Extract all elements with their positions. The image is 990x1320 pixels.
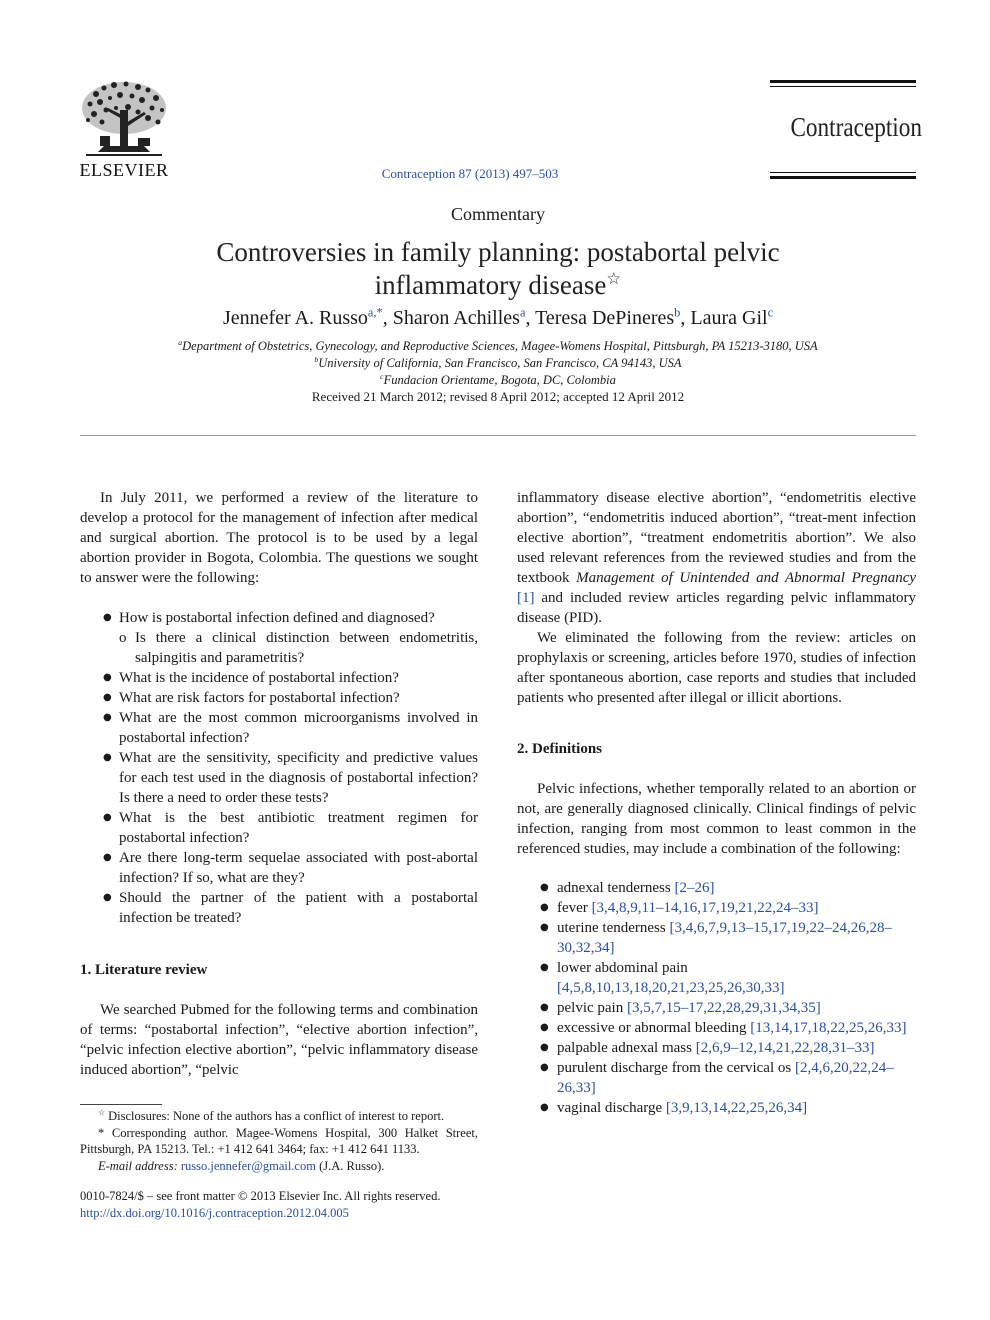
reference-link[interactable]: [1] <box>517 590 535 606</box>
list-item: ● Are there long-term sequelae associated with post-abortal infection? If so, what are they? <box>80 848 478 888</box>
finding-label: uterine tenderness <box>557 920 666 936</box>
author-separator: , <box>525 307 536 329</box>
journal-masthead <box>770 80 922 182</box>
list-item <box>517 998 916 1018</box>
page-header <box>0 0 990 200</box>
list-item: ● What is the best antibiotic treatment regimen for postabortal infection? <box>80 808 478 848</box>
paragraph-text: and included review articles regarding pelvic inflammatory disease (PID). <box>517 590 916 626</box>
list-item: ● How is postabortal infection defined and diagnosed? <box>80 608 478 628</box>
author-name: Laura Gil <box>690 307 768 329</box>
disclosure-footnote <box>80 1108 478 1125</box>
doi-link[interactable]: http://dx.doi.org/10.1016/j.contraception.2012.04.005 <box>80 1205 349 1220</box>
footnote-text: Disclosures: None of the authors has a conflict of interest to report. <box>108 1109 445 1123</box>
section-paragraph: Pelvic infections, whether temporally related to an abortion or not, are generally diagnosed clinically. Clinical findings of pelvic infection, ranging from most common to least common in the referenced studies, may include a combination of the following: <box>517 781 916 857</box>
author-affil-mark[interactable]: a <box>519 305 526 320</box>
list-item <box>517 1098 916 1118</box>
masthead-rule-top <box>770 80 916 83</box>
affiliation-mark: a <box>178 337 183 347</box>
author-list <box>0 305 990 331</box>
book-title: Management of Unintended and Abnormal Pregnancy <box>576 570 917 586</box>
author-separator: , <box>382 307 393 329</box>
affiliation-mark: c <box>380 371 384 381</box>
email-label: E-mail address: <box>98 1158 178 1173</box>
continued-paragraph <box>517 488 916 628</box>
affiliation-mark: b <box>314 354 319 364</box>
reference-link[interactable]: [3,4,8,9,11–14,16,17,19,21,22,24–33] <box>591 900 819 916</box>
list-item <box>517 878 916 898</box>
list-item <box>517 918 916 958</box>
affiliation-text: University of California, San Francisco, San Francisco, CA 94143, USA <box>318 356 682 370</box>
article-title <box>0 236 990 302</box>
footnote-text: Corresponding author. Magee-Womens Hospital, 300 Halket Street, Pittsburgh, PA 15213. Tel.: +1 412 641 3464; fax: +1 412 641 1133. <box>80 1125 479 1156</box>
masthead-rule-bottom-thin <box>770 172 916 173</box>
journal-name: Contraception <box>790 112 922 142</box>
email-owner: (J.A. Russo). <box>319 1158 385 1173</box>
journal-citation-link[interactable]: Contraception 87 (2013) 497–503 <box>381 166 559 181</box>
author-separator: , <box>680 307 691 329</box>
author-name: Sharon Achilles <box>392 307 520 329</box>
question-list <box>80 608 478 928</box>
footnotes <box>80 1108 478 1174</box>
left-column <box>80 488 478 1080</box>
title-line-1: Controversies in family planning: postabortal pelvic <box>216 237 780 267</box>
author-name: Jennefer A. Russo <box>222 307 368 329</box>
affiliation <box>0 338 990 355</box>
star-icon: ☆ <box>98 1107 105 1117</box>
affiliation <box>0 355 990 372</box>
author-affil-mark[interactable]: a,* <box>367 305 383 320</box>
list-item <box>517 958 916 998</box>
section-paragraph: We searched Pubmed for the following terms and combination of terms: “postabortal infection”, “elective abortion infection”, “pelvic infection elective abortion”, “pelvic inflammatory disease induced abortion”, “pelvic <box>80 1002 478 1078</box>
affiliation-text: Fundacion Orientame, Bogota, DC, Colombia <box>383 373 616 387</box>
copyright-block <box>80 1188 500 1221</box>
list-item: ● What are risk factors for postabortal infection? <box>80 688 478 708</box>
finding-label: pelvic pain <box>557 1000 624 1016</box>
list-item: ● What is the incidence of postabortal infection? <box>80 668 478 688</box>
reference-link[interactable]: [2,6,9–12,14,21,22,28,31–33] <box>695 1040 875 1056</box>
finding-label: palpable adnexal mass <box>557 1040 692 1056</box>
reference-link[interactable]: [2,4,6,20,22,24–26,33] <box>557 1060 894 1096</box>
list-item-sub: o Is there a clinical distinction between endometritis, salpingitis and parametritis? <box>80 628 478 668</box>
email-link[interactable]: russo.jennefer@gmail.com <box>180 1158 316 1173</box>
intro-paragraph: In July 2011, we performed a review of the literature to develop a protocol for the management of infection after medical and surgical abortion. The protocol is to be used by a legal abortion provider in Bogota, Colombia. The questions we sought to answer were the following: <box>80 490 478 586</box>
copyright-line: 0010-7824/$ – see front matter © 2013 Elsevier Inc. All rights reserved. <box>80 1189 441 1203</box>
findings-list <box>517 878 916 1118</box>
author-affil-mark[interactable]: b <box>674 305 681 320</box>
article-type: Commentary <box>451 204 545 224</box>
masthead-rule-bottom <box>770 176 916 179</box>
reference-link[interactable]: [2–26] <box>674 880 715 896</box>
reference-link[interactable]: [3,4,6,7,9,13–15,17,19,22–24,26,28–30,32,34] <box>557 920 892 956</box>
corresponding-footnote <box>80 1125 478 1158</box>
finding-label: excessive or abnormal bleeding <box>557 1020 747 1036</box>
finding-label: vaginal discharge <box>557 1100 663 1116</box>
list-item: ● What are the sensitivity, specificity and predictive values for each test used in the diagnosis of postabortal infection? Is there a need to order these tests? <box>80 748 478 808</box>
title-line-2: inflammatory disease <box>374 270 607 300</box>
finding-label: purulent discharge from the cervical os <box>557 1060 792 1076</box>
email-footnote <box>80 1158 478 1175</box>
tree-icon <box>78 80 170 158</box>
affiliation-list <box>0 338 990 389</box>
section-heading: 1. Literature review <box>80 962 208 978</box>
reference-link[interactable]: [3,5,7,15–17,22,28,29,31,34,35] <box>626 1000 821 1016</box>
title-star-icon[interactable]: ☆ <box>606 269 622 288</box>
finding-label: fever <box>557 900 588 916</box>
list-item <box>517 1018 916 1038</box>
section-paragraph: We eliminated the following from the review: articles on prophylaxis or screening, articles before 1970, studies of infection after spontaneous abortion, case reports and studies that included patients who presented after illegal or illicit abortions. <box>517 630 916 706</box>
article-dates: Received 21 March 2012; revised 8 April 2012; accepted 12 April 2012 <box>311 389 685 404</box>
paragraph-text: inflammatory disease elective abortion”, “endometritis elective abortion”, “endometritis induced abortion”, “treat-ment infection elective abortion”, “treatment endometritis abortion”. We also used relevant references from the reviewed studies and from the textbook <box>517 490 916 586</box>
list-item <box>517 1058 916 1098</box>
list-item: ● Should the partner of the patient with a postabortal infection be treated? <box>80 888 478 928</box>
list-item <box>517 1038 916 1058</box>
author-affil-mark[interactable]: c <box>767 305 774 320</box>
reference-link[interactable]: [3,9,13,14,22,25,26,34] <box>665 1100 808 1116</box>
finding-label: lower abdominal pain <box>557 960 688 976</box>
header-divider <box>80 435 916 436</box>
affiliation-text: Department of Obstetrics, Gynecology, and Reproductive Sciences, Magee-Womens Hospital, Pittsburgh, PA 15213-3180, USA <box>182 339 818 353</box>
reference-link[interactable]: [4,5,8,10,13,18,20,21,23,25,26,30,33] <box>557 980 785 996</box>
right-column <box>517 488 916 1118</box>
author-name: Teresa DePineres <box>535 307 675 329</box>
list-item: ● What are the most common microorganisms involved in postabortal infection? <box>80 708 478 748</box>
masthead-rule-top-thin <box>770 86 916 87</box>
section-heading: 2. Definitions <box>517 741 603 757</box>
finding-label: adnexal tenderness <box>557 880 671 896</box>
affiliation <box>0 372 990 389</box>
list-item <box>517 898 916 918</box>
footnote-divider <box>80 1104 162 1105</box>
publisher-name: ELSEVIER <box>79 160 169 180</box>
asterisk-mark: * <box>98 1125 105 1140</box>
reference-link[interactable]: [13,14,17,18,22,25,26,33] <box>750 1020 907 1036</box>
